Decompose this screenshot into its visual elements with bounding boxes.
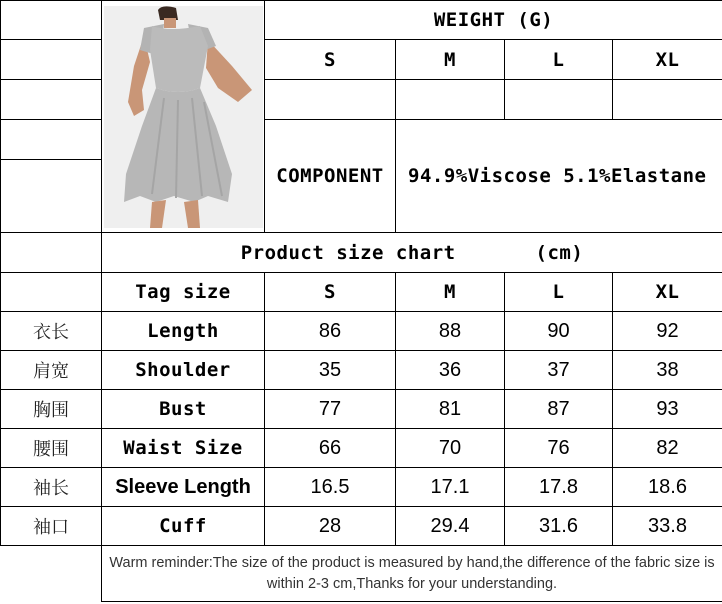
blank-cell bbox=[1, 233, 102, 273]
row-cn-label: 肩宽 bbox=[1, 351, 102, 390]
product-photo-cell bbox=[102, 1, 265, 233]
chart-unit: (cm) bbox=[535, 241, 584, 264]
weight-value-l bbox=[505, 80, 613, 120]
row-value: 81 bbox=[396, 390, 505, 429]
table-row bbox=[1, 390, 722, 429]
table-row bbox=[1, 429, 722, 468]
row-value: 93 bbox=[613, 390, 722, 429]
row-value: 70 bbox=[396, 429, 505, 468]
row-label: Length bbox=[102, 312, 265, 351]
row-label: Cuff bbox=[102, 507, 265, 546]
blank-cell bbox=[1, 80, 102, 120]
row-label: Waist Size bbox=[102, 429, 265, 468]
row-value: 92 bbox=[613, 312, 722, 351]
row-value: 76 bbox=[505, 429, 613, 468]
row-value: 28 bbox=[265, 507, 396, 546]
row-value: 38 bbox=[613, 351, 722, 390]
table-row bbox=[1, 312, 722, 351]
weight-header: WEIGHT (G) bbox=[265, 1, 722, 40]
component-value: 94.9%Viscose 5.1%Elastane bbox=[396, 120, 722, 233]
row-value: 35 bbox=[265, 351, 396, 390]
row-label: Bust bbox=[102, 390, 265, 429]
row-cn-label: 衣长 bbox=[1, 312, 102, 351]
row-value: 86 bbox=[265, 312, 396, 351]
row-cn-label: 腰围 bbox=[1, 429, 102, 468]
row-value: 17.1 bbox=[396, 468, 505, 507]
row-value: 17.8 bbox=[505, 468, 613, 507]
table-row bbox=[1, 468, 722, 507]
row-value: 31.6 bbox=[505, 507, 613, 546]
blank-cell bbox=[1, 546, 102, 602]
blank-cell bbox=[1, 40, 102, 80]
row-value: 36 bbox=[396, 351, 505, 390]
row-value: 82 bbox=[613, 429, 722, 468]
row-label: Sleeve Length bbox=[102, 468, 265, 507]
blank-cell bbox=[1, 120, 102, 160]
row-value: 90 bbox=[505, 312, 613, 351]
row-cn-label: 胸围 bbox=[1, 390, 102, 429]
blank-cell bbox=[1, 273, 102, 312]
chart-title-text: Product size chart bbox=[240, 241, 456, 264]
top-size-l: L bbox=[505, 40, 613, 80]
tag-size-label: Tag size bbox=[102, 273, 265, 312]
component-label: COMPONENT bbox=[265, 120, 396, 233]
row-cn-label: 袖长 bbox=[1, 468, 102, 507]
row-value: 37 bbox=[505, 351, 613, 390]
size-m: M bbox=[396, 273, 505, 312]
top-size-m: M bbox=[396, 40, 505, 80]
row-value: 88 bbox=[396, 312, 505, 351]
table-row bbox=[1, 351, 722, 390]
row-value: 18.6 bbox=[613, 468, 722, 507]
blank-cell bbox=[1, 1, 102, 40]
product-photo bbox=[104, 6, 263, 228]
weight-value-xl bbox=[613, 80, 722, 120]
weight-value-s bbox=[265, 80, 396, 120]
row-value: 66 bbox=[265, 429, 396, 468]
top-size-s: S bbox=[265, 40, 396, 80]
row-value: 33.8 bbox=[613, 507, 722, 546]
chart-title bbox=[102, 233, 722, 273]
row-value: 87 bbox=[505, 390, 613, 429]
row-value: 16.5 bbox=[265, 468, 396, 507]
size-l: L bbox=[505, 273, 613, 312]
weight-value-m bbox=[396, 80, 505, 120]
table-row bbox=[1, 507, 722, 546]
warm-reminder-note: Warm reminder:The size of the product is measured by hand,the difference of the fabric size is within 2-3 cm,Thanks for your understanding. bbox=[102, 546, 722, 602]
row-value: 29.4 bbox=[396, 507, 505, 546]
row-label: Shoulder bbox=[102, 351, 265, 390]
blank-cell bbox=[1, 160, 102, 233]
row-cn-label: 袖口 bbox=[1, 507, 102, 546]
top-size-xl: XL bbox=[613, 40, 722, 80]
row-value: 77 bbox=[265, 390, 396, 429]
size-xl: XL bbox=[613, 273, 722, 312]
size-s: S bbox=[265, 273, 396, 312]
